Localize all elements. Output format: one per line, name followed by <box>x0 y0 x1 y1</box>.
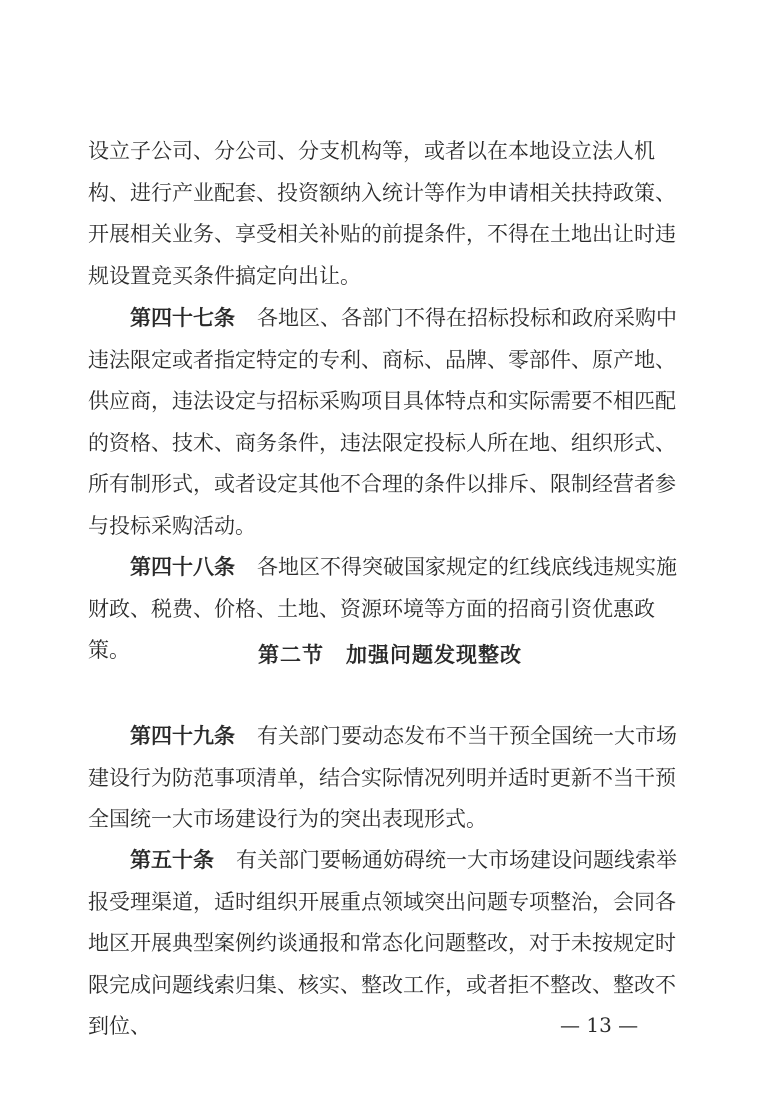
section-title: 加强问题发现整改 <box>346 642 522 667</box>
article-number: 第四十八条 <box>130 554 235 579</box>
article-49 <box>88 715 692 841</box>
paragraph-text: 各地区、各部门不得在招标投标和政府采购中违法限定或者指定特定的专利、商标、品牌、零部件、原产地、供应商，违法设定与招标采购项目具体特点和实际需要不相匹配的资格、技术、商务条件，违法限定投标人所在地、组织形式、所有制形式，或者设定其他不合理的条件以排斥、限制经营者参与投标采购活动。 <box>88 306 677 538</box>
article-47 <box>88 297 692 547</box>
article-number: 第四十七条 <box>130 305 235 330</box>
paragraph-text: 设立子公司、分公司、分支机构等，或者以在本地设立法人机构、进行产业配套、投资额纳入统计等作为申请相关扶持政策、开展相关业务、享受相关补贴的前提条件，不得在土地出让时违规设置竞买条件搞定向出让。 <box>88 139 676 288</box>
page-number: — 13 — <box>560 1013 639 1037</box>
article-number: 第五十条 <box>130 847 214 872</box>
paragraph-text: 各地区不得突破国家规定的红线底线违规实施财政、税费、价格、土地、资源环境等方面的招商引资优惠政策。 <box>88 555 677 662</box>
section-heading <box>0 640 780 670</box>
paragraph-text: 有关部门要畅通妨碍统一大市场建设问题线索举报受理渠道，适时组织开展重点领域突出问题专项整治，会同各地区开展典型案例约谈通报和常态化问题整改，对于未按规定时限完成问题线索归集、核实、整改工作，或者拒不整改、整改不到位、 <box>88 848 677 1038</box>
section-number: 第二节 <box>258 642 324 667</box>
article-number: 第四十九条 <box>130 723 235 748</box>
paragraph-text: 有关部门要动态发布不当干预全国统一大市场建设行为防范事项清单，结合实际情况列明并适时更新不当干预全国统一大市场建设行为的突出表现形式。 <box>88 724 677 831</box>
paragraph-continuation <box>88 131 692 297</box>
